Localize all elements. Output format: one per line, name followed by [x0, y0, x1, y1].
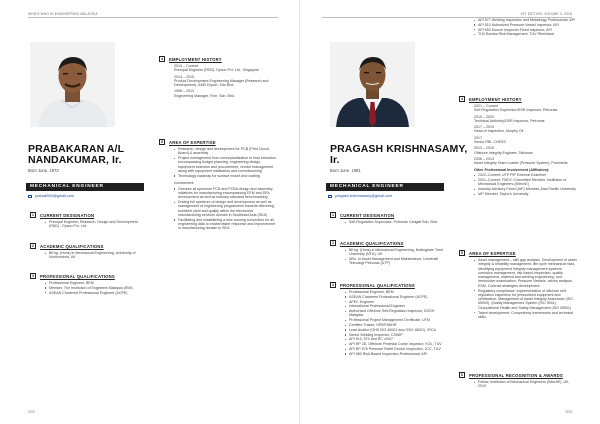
list-item: Facilitating and establishing a new running convention for all engineering data to enable faster response and improvement in manufacturing domain in SEA	[174, 218, 277, 231]
list-item: MSc. in Asset Management and Maintenance, Universiti Teknologi Petronas (UTP)	[345, 257, 448, 266]
section-number: 6	[461, 373, 463, 377]
employment-entry: 2017 Senior RBI, CHESS	[474, 135, 506, 145]
list-item: ASEAN Chartered Professional Engineer (ACPE)	[345, 295, 448, 299]
name-line-1: PRABAKARAN A/L	[28, 143, 125, 155]
discipline-bar: MECHANICAL ENGINEER	[26, 183, 144, 191]
birth-date: Born June, 1981	[330, 168, 361, 173]
list-item: API 510, 570 and RC 4/947	[345, 337, 448, 341]
list-item: Driving full spectrum of design and development as well as management of engineering programmes towards delivering excellent yield and quality within the electronics manufacturing services domain in Southeast Asia (SEA)	[174, 200, 277, 217]
section-title: ACADEMIC QUALIFICATIONS	[40, 243, 104, 249]
academic-section	[330, 240, 448, 266]
email-address[interactable]: pragash.krishnasamy@gmail.com	[335, 194, 393, 198]
list-item: TUV Bomba Risk Management, TUV Rheinland	[474, 32, 577, 36]
academic-list	[345, 248, 448, 266]
header-rule	[28, 17, 278, 18]
profile-photo	[30, 42, 115, 127]
list-item: Lead Auditor (OHS ISO 45001 and OSH 18001), IRCA	[345, 328, 448, 332]
section-title: AREA OF EXPERTISE	[169, 139, 216, 145]
expertise-section	[159, 139, 277, 231]
list-item: Asset management – skill gap analysis. Development of asset integrity & reliability management, life cycle mechanical risks, identifying equipment integrity management systems, corrosion management, risk-based inspection, quality management, material and welding engineering, non-destructive examination, Pressure Vessels, valves analysis, ESM, Contract strategies development	[474, 258, 577, 288]
employment-entries	[474, 104, 577, 196]
involvement-label: Involvement:	[174, 181, 195, 186]
list-item: IAP Member, Taylor's University	[474, 192, 577, 196]
section-number: 4	[461, 97, 463, 101]
email-line	[28, 194, 74, 198]
list-item: API 577 Welding Inspection and Metallurgy Professional, API	[474, 18, 577, 22]
list-item: Oversee all spectrum PCB and PCBA design and assembly initiatives for manufacturing encompassing DFM and DFA development as well as industry standard benchmarking	[174, 187, 277, 200]
professional-section	[330, 282, 448, 357]
section-title: EMPLOYMENT HISTORY	[469, 96, 522, 102]
list-item: BEng. (Hons) in Mechanical Engineering, Nottingham Trent University (NTU), UK	[345, 248, 448, 257]
employment-entry: 2006 – 2013 Asset Integrity Team Leader (Pressure System), Prosmeds	[474, 156, 568, 166]
list-item: Principal Engineer, Research, Design and Development (RDD) - Dyson Pvt. Ltd.	[45, 220, 148, 229]
name-line-2: NANDAKUMAR, Ir.	[28, 154, 122, 166]
section-number: 3	[332, 283, 334, 287]
list-item: Professional Project Management Certificate, UTM	[345, 318, 448, 322]
section-title: PROFESSIONAL QUALIFICATIONS	[40, 273, 115, 279]
professional-section	[30, 273, 148, 295]
list-item: 2021–Current: FMOC Committee Member, Institution of Mechanical Engineers (IMechE)	[474, 178, 577, 187]
list-item: ASEAN Chartered Professional Engineer (ACPE)	[45, 291, 148, 295]
email-icon	[328, 195, 332, 198]
email-line	[328, 194, 392, 198]
list-item: International Professional Engineer	[345, 304, 448, 308]
employment-entry: 2015 – Current Principal Engineer (RDD), Dyson Pvt. Ltd., Singapore	[174, 64, 260, 73]
academic-section	[30, 243, 148, 260]
list-item: Technology roadmap for surface mount and coating	[174, 174, 277, 178]
designation-list	[45, 220, 148, 229]
section-number: 5	[461, 251, 463, 255]
list-item: Self-Regulation Supervisor, Petronas Carigali Sdn. Bhd.	[345, 220, 448, 224]
professional-list-continued	[474, 18, 577, 37]
list-item: Certified Trainer, HRDF/MIHR	[345, 323, 448, 327]
employment-entry: 2019 – 2020 Technical Authority/DSR Inspector, Petronas	[474, 114, 545, 123]
employment-entry: 1998 – 2013 Engineering Manager, Fine. Sdn. Bhd.	[174, 89, 235, 98]
email-icon	[28, 195, 32, 198]
employment-entry: 2021 – Current Self-Regulation Supervisor/DSR Inspector, Petronas	[474, 104, 558, 113]
employment-section	[459, 96, 577, 197]
list-item: API RP 576 Pressure Relief Device Inspection, JCC, TUV	[345, 347, 448, 351]
current-designation-section	[30, 212, 148, 229]
section-number: 4	[161, 57, 163, 61]
section-number: 2	[32, 244, 34, 248]
list-item: Member, The Institution of Engineers Malaysia (IEM)	[45, 286, 148, 290]
list-item: Industry Advisory Panel (IAP) Member, Aisa Pacific University	[474, 187, 577, 191]
email-address[interactable]: prabak900@gmail.com	[35, 194, 75, 198]
discipline-bar: MECHANICAL ENGINEER	[326, 183, 444, 191]
employment-entries	[174, 64, 277, 98]
list-item: Senior Welding Inspector, CSWIP	[345, 333, 448, 337]
list-item: APEC Engineer	[345, 300, 448, 304]
employment-entry: 2013 – 2016 Offshore Integrity Engineer, Talisman	[474, 146, 533, 155]
expertise-section	[459, 250, 577, 320]
section-title: ACADEMIC QUALIFICATIONS	[340, 240, 404, 246]
expertise-list	[174, 147, 277, 178]
profile-photo	[330, 42, 415, 127]
professional-continued	[459, 18, 577, 37]
academic-list	[45, 251, 148, 260]
list-item: Professional Engineer, BEM	[45, 281, 148, 285]
list-item: API 653 Source Inspector Fixed Inspector, API	[474, 28, 577, 32]
list-item: Regulatory compliance: Implementation of offshore self-regulation inspection for pressurised equipment and certification, Management of Asset Integrity Assurance (ISO 55000), Quality Management System (ISO 9001), Occupational Health and Safety Management (ISO 45001)	[474, 289, 577, 310]
expertise-list	[474, 258, 577, 319]
section-title: EMPLOYMENT HISTORY	[169, 56, 222, 62]
employment-entry: 2014 – 2015 Product Development Engineering Manager (Research and Development), AMD Export, Sdn Bhd.	[174, 74, 269, 88]
list-item: Authorised Offshore Self-Regulation Inspector, DOSH Malaysia	[345, 309, 448, 318]
list-item: Research, design and development for PCB (Print Circuit Board) & assembly	[174, 147, 277, 156]
section-number: 2	[332, 241, 334, 245]
section-number: 1	[32, 213, 34, 217]
section-number: 3	[32, 274, 34, 278]
section-title: PROFESSIONAL QUALIFICATIONS	[340, 282, 415, 288]
section-title: PROFESSIONAL RECOGNITION & AWARDS	[469, 372, 563, 378]
list-item: API 580 Risk-Based Inspection-Professional, API	[345, 352, 448, 356]
other-involvement-title: Other Professional Involvement (Affiliation):	[474, 167, 550, 172]
list-item: Talent development: Competency frameworks and technical skills	[474, 311, 577, 320]
list-item: BEng. (Hons) in Mechanical Engineering, University of Northumbria, UK	[45, 251, 148, 260]
profile-name	[330, 144, 467, 166]
employment-section	[159, 56, 277, 100]
current-designation-section	[330, 212, 448, 225]
professional-list	[345, 290, 448, 356]
name-line-2: Ir.	[330, 154, 340, 166]
section-title: AREA OF EXPERTISE	[469, 250, 516, 256]
employment-entry: 2017 – 2019 Head of Inspection, Murphy Oil	[474, 125, 524, 134]
section-title: CURRENT DESIGNATION	[340, 212, 395, 218]
section-number: 5	[161, 140, 163, 144]
section-title: CURRENT DESIGNATION	[40, 212, 95, 218]
list-item: API RP 2D, Offshore Pedestal Crane Inspector, KOL, TUV	[345, 342, 448, 346]
right-page	[300, 0, 600, 424]
involvement-list	[174, 187, 277, 231]
running-header: WHO'S WHO IN ENGINEERING MALAYSIA	[28, 12, 98, 16]
list-item: Project management from conceptualization to final execution encompassing budget planning, engineering design, equipment selection and procurement, vendor management along with equipment installation and commissioning	[174, 156, 277, 173]
other-involvement-list	[474, 173, 577, 196]
name-line-1: PRAGASH KRISHNASAMY,	[330, 143, 468, 155]
list-item: 2022–Current: UTP PIP External Examiner	[474, 173, 577, 177]
list-item: Professional Engineer, BEM	[345, 290, 448, 294]
page-number: 203	[565, 409, 572, 414]
list-item: API 510 Authorized Pressure Vessel Inspector, API	[474, 23, 577, 27]
birth-date: Born June, 1973	[28, 168, 59, 173]
professional-list	[45, 281, 148, 295]
profile-name	[28, 144, 124, 166]
list-item: Fellow, Institution of Mechanical Engineers (IMechE), UK, 2019	[474, 380, 577, 389]
running-header: 1ST EDITION, VOLUME 3, 2018	[520, 12, 572, 16]
section-number: 1	[332, 213, 334, 217]
designation-list	[345, 220, 448, 224]
recognition-section	[459, 372, 577, 389]
recognition-list	[474, 380, 577, 389]
page-number: 202	[28, 409, 35, 414]
